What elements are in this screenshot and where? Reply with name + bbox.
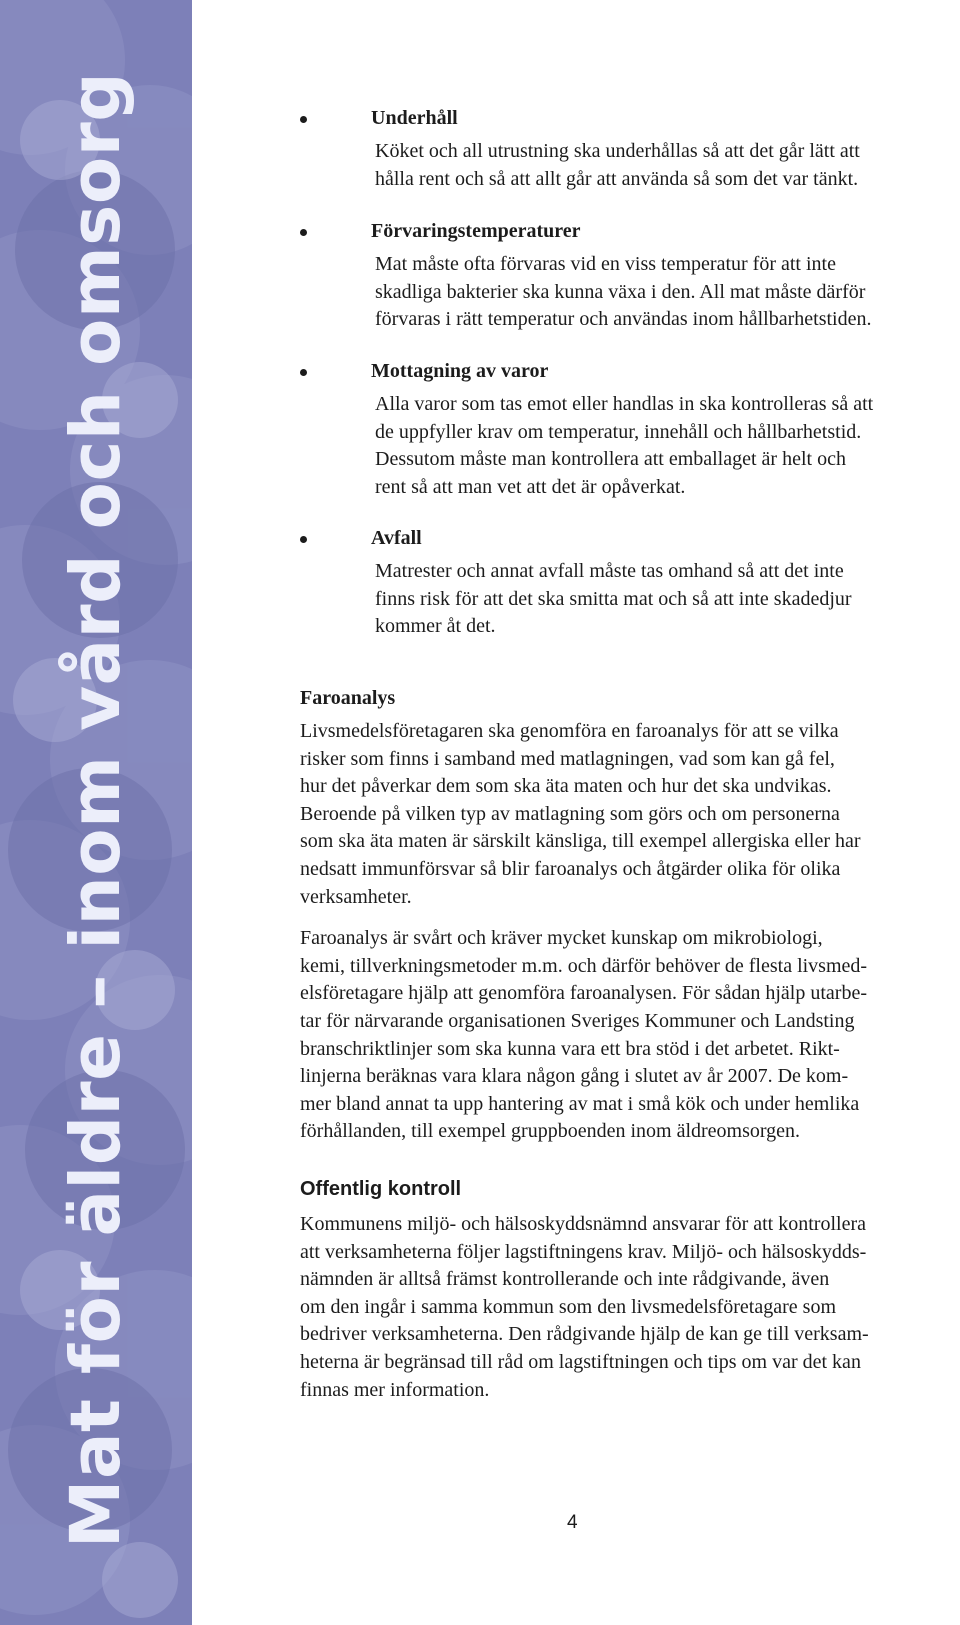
text-line: Alla varor som tas emot eller handlas in ska kontrolleras så att xyxy=(375,393,874,415)
text-line: som ska äta maten är särskilt känsliga, till exempel allergiska eller har xyxy=(300,830,861,853)
text-line: att verksamheterna följer lagstiftningens krav. Miljö- och hälsoskydds- xyxy=(300,1240,867,1263)
text-line: förhållanden, till exempel gruppboenden inom äldreomsorgen. xyxy=(300,1120,801,1143)
bullet-body xyxy=(375,251,960,334)
bullet-title: Underhåll xyxy=(371,107,458,129)
text-line: elsföretagare hjälp att genomföra faroanalysen. För sådan hjälp utarbe- xyxy=(300,982,867,1005)
bullet-title: Förvaringstemperaturer xyxy=(371,220,581,242)
page-number: 4 xyxy=(567,1512,578,1533)
text-line: hur det påverkar dem som ska äta maten och hur det ska undvikas. xyxy=(300,775,832,798)
section-offentlig-kontroll xyxy=(300,1175,960,1404)
bullet-title: Avfall xyxy=(371,527,422,549)
text-line: nedsatt immunförsvar så blir faroanalys och åtgärder olika för olika xyxy=(300,857,841,880)
text-line: Beroende på vilken typ av matlagning som görs och om personerna xyxy=(300,802,840,825)
text-line: linjerna beräknas vara klara någon gång i slutet av år 2007. De kom- xyxy=(300,1065,849,1088)
text-line: Mat måste ofta förvaras vid en viss temperatur för att inte xyxy=(375,253,836,275)
text-line: kemi, tillverkningsmetoder m.m. och därför behöver de flesta livsmed- xyxy=(300,954,868,977)
bullet-icon xyxy=(300,536,307,543)
bullet-icon xyxy=(300,116,307,123)
bullet-icon xyxy=(300,369,307,376)
text-line: verksamheter. xyxy=(300,885,412,908)
text-line: branschriktlinjer som ska kunna vara ett bra stöd i det arbetet. Rikt- xyxy=(300,1037,840,1060)
text-line: förvaras i rätt temperatur och användas inom hållbarhetstiden. xyxy=(375,308,872,331)
bullet-body xyxy=(375,391,960,501)
section-heading: Offentlig kontroll xyxy=(300,1178,462,1200)
text-line: Dessutom måste man kontrollera att emballaget är helt och xyxy=(375,448,846,471)
text-line: Faroanalys är svårt och kräver mycket kunskap om mikrobiologi, xyxy=(300,927,823,950)
text-line: skadliga bakterier ska kunna växa i den. All mat måste därför xyxy=(375,280,866,303)
sidebar-title: Mat för äldre – inom vård och omsorg xyxy=(56,71,136,1549)
sidebar-banner xyxy=(0,0,192,1625)
paragraph xyxy=(300,1211,960,1404)
text-line: risker som finns i samband med matlagningen, vad som kan gå fel, xyxy=(300,747,835,770)
text-line: de uppfyller krav om temperatur, innehåll och hållbarhetstid. xyxy=(375,420,862,443)
text-line: rent så att man vet att det är opåverkat. xyxy=(375,475,686,498)
section-heading: Faroanalys xyxy=(300,687,396,709)
paragraph xyxy=(300,718,960,911)
text-line: hålla rent och så att allt går att använda så som det var tänkt. xyxy=(375,167,859,190)
text-line: Matrester och annat avfall måste tas omhand så att det inte xyxy=(375,560,844,582)
paragraph xyxy=(300,925,960,1146)
text-line: Köket och all utrustning ska underhållas så att det går lätt att xyxy=(375,140,860,162)
text-line: Livsmedelsföretagaren ska genomföra en faroanalys för att se vilka xyxy=(300,720,839,742)
text-line: Kommunens miljö- och hälsoskyddsnämnd ansvarar för att kontrollera xyxy=(300,1213,866,1235)
text-line: finnas mer information. xyxy=(300,1378,490,1401)
bullet-icon xyxy=(300,229,307,236)
section-faroanalys xyxy=(300,684,960,1146)
text-line: tar för närvarande organisationen Sveriges Kommuner och Landsting xyxy=(300,1009,855,1032)
text-line: om den ingår i samma kommun som den livsmedelsföretagare som xyxy=(300,1295,836,1318)
text-line: bedriver verksamheterna. Den rådgivande hjälp de kan ge till verksam- xyxy=(300,1323,869,1346)
text-line: kommer åt det. xyxy=(375,615,496,638)
bullet-body xyxy=(375,138,960,193)
text-line: nämnden är alltså främst kontrollerande och inte rådgivande, även xyxy=(300,1268,830,1291)
text-line: mer bland annat ta upp hantering av mat i små kök och under hemlika xyxy=(300,1092,860,1115)
text-line: heterna är begränsad till råd om lagstiftningen och tips om var det kan xyxy=(300,1350,861,1373)
bullet-body xyxy=(375,558,960,641)
bullet-title: Mottagning av varor xyxy=(371,360,549,382)
text-line: finns risk för att det ska smitta mat och så att inte skadedjur xyxy=(375,587,852,610)
